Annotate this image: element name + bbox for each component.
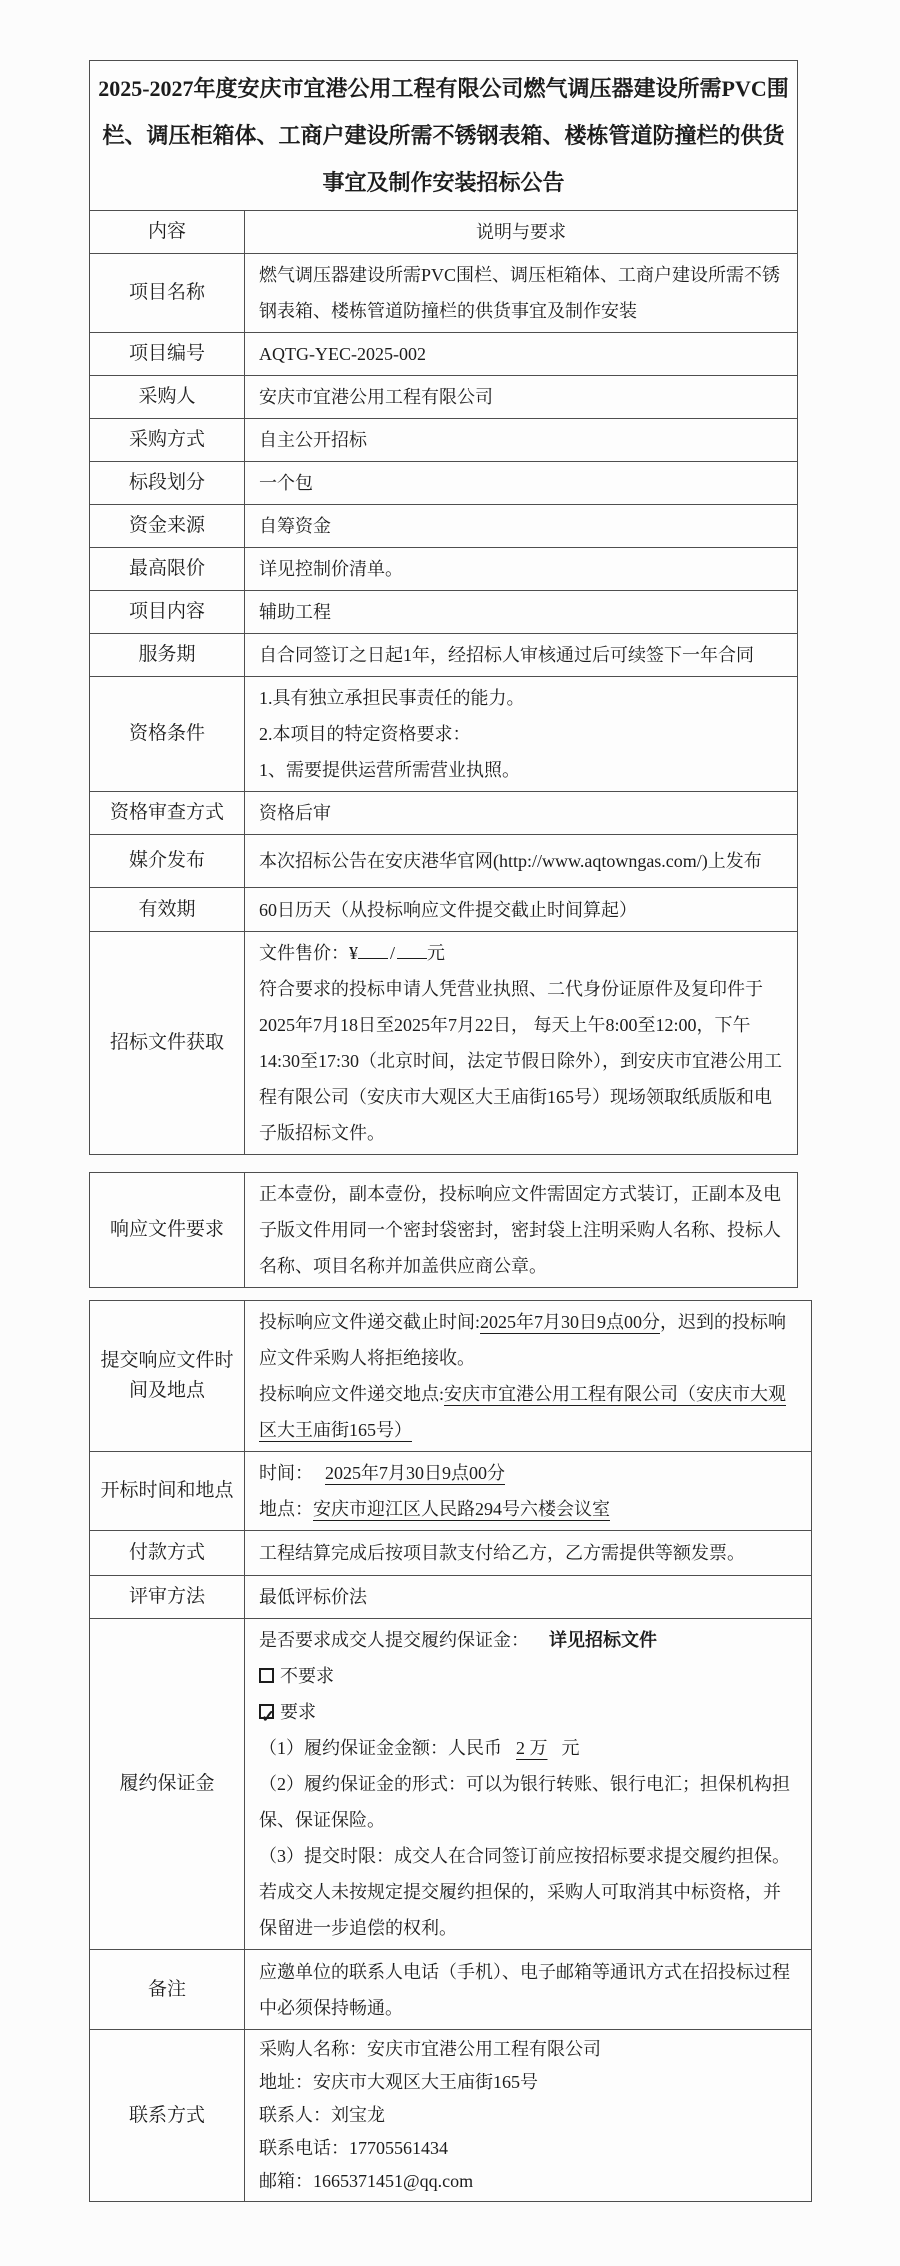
remark-text: 应邀单位的联系人电话（手机）、电子邮箱等通讯方式在招投标过程中必须保持畅通。	[259, 1961, 790, 2018]
table-header-row	[90, 210, 797, 253]
cell-value	[245, 333, 797, 375]
main-table	[89, 60, 798, 1155]
cell-value	[245, 254, 797, 332]
header-col-content: 内容	[90, 211, 245, 253]
cell-label: 标段划分	[90, 462, 245, 504]
cell-label: 项目名称	[90, 254, 245, 332]
cell-value	[245, 548, 797, 590]
row-remark	[90, 1949, 811, 2029]
method-text: 自主公开招标	[259, 430, 367, 450]
bond-question-line	[259, 1622, 797, 1658]
submission-deadline-prefix: 投标响应文件递交截止时间:	[259, 1312, 480, 1332]
row-payment	[90, 1530, 811, 1575]
doc-title: 2025-2027年度安庆市宜港公用工程有限公司燃气调压器建设所需PVC围栏、调压柜箱体、工商户建设所需不锈钢表箱、楼栋管道防撞栏的供货事宜及制作安装招标公告	[98, 76, 789, 195]
opening-time-value: 2025年7月30日9点00分	[325, 1463, 505, 1483]
row-response-req	[90, 1173, 797, 1287]
funds-text: 自筹资金	[259, 516, 331, 536]
contact-address-line: 地址：安庆市大观区大王庙街165号	[259, 2072, 538, 2092]
bond-amount-value: 2 万	[516, 1738, 548, 1758]
row-doc-obtain	[90, 931, 797, 1154]
opening-place-value: 安庆市迎江区人民路294号六楼会议室	[313, 1499, 610, 1519]
bond-option-no-label: 不要求	[280, 1666, 334, 1686]
cell-value	[245, 677, 797, 791]
qualification-line: 1、需要提供运营所需营业执照。	[259, 760, 520, 780]
row-sections	[90, 461, 797, 504]
cell-label: 资格审查方式	[90, 792, 245, 834]
submission-deadline-value: 2025年7月30日9点00分	[480, 1312, 660, 1332]
row-funds-source	[90, 504, 797, 547]
cell-label: 提交响应文件时间及地点	[90, 1301, 245, 1451]
table-gap	[0, 1155, 900, 1172]
doc-price-slash: /	[390, 943, 396, 963]
blank-underline	[397, 939, 427, 959]
qual-review-text: 资格后审	[259, 803, 331, 823]
contact-person-line: 联系人：刘宝龙	[259, 2105, 385, 2125]
cell-label: 最高限价	[90, 548, 245, 590]
project-name-text: 燃气调压器建设所需PVC围栏、调压柜箱体、工商户建设所需不锈钢表箱、楼栋管道防撞栏的供货事宜及制作安装	[259, 265, 781, 321]
header-col-description: 说明与要求	[476, 222, 566, 242]
cell-value	[245, 792, 797, 834]
bond-question-answer: 详见招标文件	[549, 1630, 657, 1650]
cell-label: 项目编号	[90, 333, 245, 375]
cell-label: 招标文件获取	[90, 932, 245, 1154]
submission-place-value: 安庆市宜港公用工程有限公司（安庆市大观区大王庙街165号）	[259, 1384, 786, 1440]
cell-label: 有效期	[90, 888, 245, 931]
cell-value	[245, 419, 797, 461]
cell-label: 采购人	[90, 376, 245, 418]
bond-deadline-paragraph: （3）提交时限：成交人在合同签订前应按招标要求提交履约担保。若成交人未按规定提交履约担保的，采购人可取消其中标资格，并保留进一步追偿的权利。	[259, 1846, 790, 1938]
cell-label: 采购方式	[90, 419, 245, 461]
cell-label: 服务期	[90, 634, 245, 676]
contact-phone-line: 联系电话：17705561434	[259, 2138, 448, 2158]
response-req-text: 正本壹份，副本壹份，投标响应文件需固定方式装订，正副本及电子版文件用同一个密封袋密封，密封袋上注明采购人名称、投标人名称、项目名称并加盖供应商公章。	[259, 1184, 781, 1276]
row-qualification	[90, 676, 797, 791]
cell-label: 响应文件要求	[90, 1173, 245, 1287]
cell-value	[245, 2030, 811, 2201]
blank-underline	[358, 939, 388, 959]
project-no-text: AQTG-YEC-2025-002	[259, 344, 426, 364]
cell-value	[245, 1576, 811, 1618]
row-project-content	[90, 590, 797, 633]
row-media	[90, 834, 797, 887]
bond-option-yes-label: 要求	[280, 1702, 316, 1722]
row-evaluation	[90, 1575, 811, 1618]
checkbox-unchecked-icon[interactable]	[259, 1668, 274, 1683]
schedule-table	[89, 1300, 812, 2202]
bond-option-yes-line	[259, 1694, 797, 1730]
purchaser-text: 安庆市宜港公用工程有限公司	[259, 387, 493, 407]
max-price-text: 详见控制价清单。	[259, 559, 403, 579]
project-content-text: 辅助工程	[259, 602, 331, 622]
cell-label: 媒介发布	[90, 835, 245, 887]
payment-text: 工程结算完成后按项目款支付给乙方，乙方需提供等额发票。	[259, 1543, 745, 1563]
cell-label: 评审方法	[90, 1576, 245, 1618]
row-purchaser	[90, 375, 797, 418]
cell-value	[245, 1950, 811, 2029]
sections-text: 一个包	[259, 473, 313, 493]
row-contact	[90, 2029, 811, 2201]
cell-label: 资金来源	[90, 505, 245, 547]
cell-value	[245, 888, 797, 931]
opening-place-line	[259, 1491, 797, 1527]
row-max-price	[90, 547, 797, 590]
bond-amount-suffix: 元	[561, 1738, 580, 1758]
bond-option-no-line	[259, 1658, 797, 1694]
cell-value	[245, 1619, 811, 1949]
evaluation-text: 最低评标价法	[259, 1587, 367, 1607]
cell-value	[245, 462, 797, 504]
checkbox-checked-icon[interactable]	[259, 1704, 274, 1719]
opening-place-label: 地点：	[259, 1499, 313, 1519]
cell-value	[245, 835, 797, 887]
row-project-no	[90, 332, 797, 375]
cell-label: 项目内容	[90, 591, 245, 633]
cell-label: 开标时间和地点	[90, 1452, 245, 1530]
row-service-period	[90, 633, 797, 676]
row-project-name	[90, 253, 797, 332]
doc-obtain-paragraph: 符合要求的投标申请人凭营业执照、二代身份证原件及复印件于2025年7月18日至2025年7月22日， 每天上午8:00至12:00，下午14:30至17:30（北京时间，法定节假日除外），到安庆市宜港公用工程有限公司（安庆市大观区大王庙街165号）现场领取纸质版和电子版招标文件。	[259, 979, 782, 1143]
media-text: 本次招标公告在安庆港华官网(http://www.aqtowngas.com/)上发布	[259, 851, 762, 871]
row-qual-review	[90, 791, 797, 834]
cell-value	[245, 505, 797, 547]
row-procurement-method	[90, 418, 797, 461]
cell-label: 付款方式	[90, 1531, 245, 1575]
submission-deadline-suffix: ，迟到的投标响应文件采购人将拒绝接收。	[259, 1312, 786, 1368]
doc-price-line	[259, 935, 783, 971]
table-gap	[0, 1288, 900, 1300]
cell-value	[245, 1452, 811, 1530]
row-validity	[90, 887, 797, 931]
cell-value	[245, 1531, 811, 1575]
cell-value	[245, 376, 797, 418]
opening-time-line	[259, 1455, 797, 1491]
cell-label: 联系方式	[90, 2030, 245, 2201]
cell-value	[245, 591, 797, 633]
contact-purchaser-line: 采购人名称：安庆市宜港公用工程有限公司	[259, 2039, 601, 2059]
doc-price-prefix: 文件售价：¥	[259, 943, 358, 963]
cell-value	[245, 932, 797, 1154]
validity-text: 60日历天（从投标响应文件提交截止时间算起）	[259, 899, 637, 920]
cell-label: 履约保证金	[90, 1619, 245, 1949]
cell-value	[245, 1173, 797, 1287]
response-req-table	[89, 1172, 798, 1288]
qualification-line: 1.具有独立承担民事责任的能力。	[259, 688, 525, 708]
row-submission	[90, 1301, 811, 1451]
submission-place-prefix: 投标响应文件递交地点:	[259, 1384, 444, 1404]
bond-form-paragraph: （2）履约保证金的形式：可以为银行转账、银行电汇；担保机构担保、保证保险。	[259, 1774, 790, 1830]
row-performance-bond	[90, 1618, 811, 1949]
cell-value	[245, 1301, 811, 1451]
bond-amount-line	[259, 1730, 797, 1766]
cell-label: 备注	[90, 1950, 245, 2029]
opening-time-label: 时间：	[259, 1463, 313, 1483]
cell-label: 资格条件	[90, 677, 245, 791]
bond-question-text: 是否要求成交人提交履约保证金：	[259, 1630, 529, 1650]
doc-price-suffix: 元	[427, 943, 446, 963]
submission-place-line	[259, 1376, 797, 1448]
bond-amount-prefix: （1）履约保证金金额：人民币	[259, 1738, 502, 1758]
row-bid-opening	[90, 1451, 811, 1530]
service-period-text: 自合同签订之日起1年，经招标人审核通过后可续签下一年合同	[259, 645, 754, 665]
contact-email-line: 邮箱：1665371451@qq.com	[259, 2171, 474, 2191]
cell-value	[245, 634, 797, 676]
submission-deadline-line	[259, 1304, 797, 1376]
qualification-line: 2.本项目的特定资格要求：	[259, 724, 471, 744]
